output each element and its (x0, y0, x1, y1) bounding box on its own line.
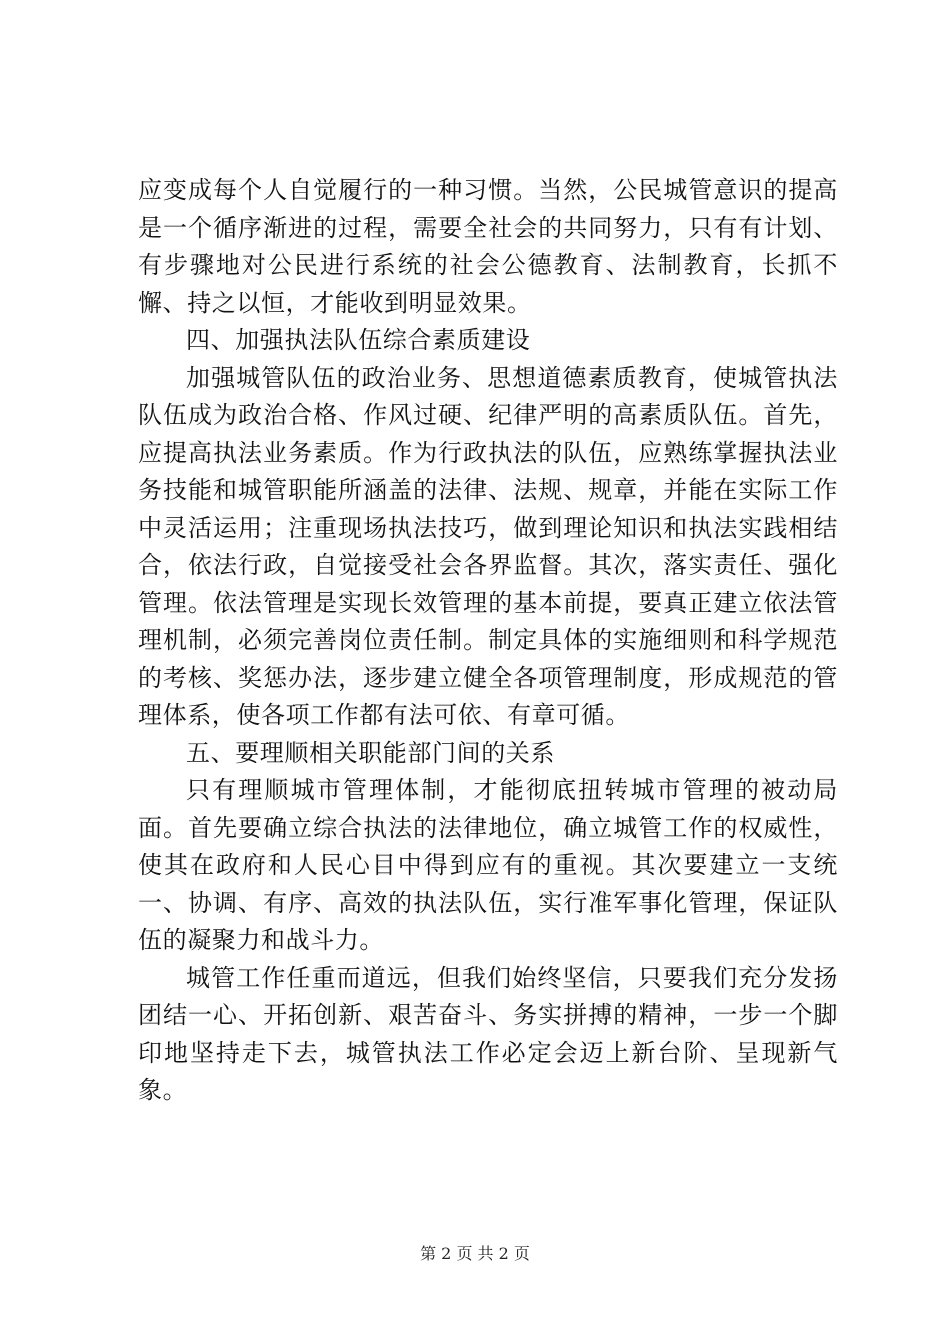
section-heading-four: 四、加强执法队伍综合素质建设 (186, 326, 531, 354)
paragraph-team-quality: 加强城管队伍的政治业务、思想道德素质教育，使城管执法队伍成为政治合格、作风过硬、纪律严明的高素质队伍。首先，应提高执法业务素质。作为行政执法的队伍，应熟练掌握执法业务技能和城管职能所涵盖的法律、法规、规章，并能在实际工作中灵活运用；注重现场执法技巧，做到理论知识和执法实践相结合，依法行政，自觉接受社会各界监督。其次，落实责任、强化管理。依法管理是实现长效管理的基本前提，要真正建立依法管理机制，必须完善岗位责任制。制定具体的实施细则和科学规范的考核、奖惩办法，逐步建立健全各项管理制度，形成规范的管理体系，使各项工作都有法可依、有章可循。 (138, 363, 838, 729)
paragraph-conclusion: 城管工作任重而道远，但我们始终坚信，只要我们充分发扬团结一心、开拓创新、艰苦奋斗、务实拼搏的精神，一步一个脚印地坚持走下去，城管执法工作必定会迈上新台阶、呈现新气象。 (138, 963, 838, 1104)
paragraph-management-system: 只有理顺城市管理体制，才能彻底扭转城市管理的被动局面。首先要确立综合执法的法律地位，确立城管工作的权威性，使其在政府和人民心目中得到应有的重视。其次要建立一支统一、协调、有序、高效的执法队伍，实行准军事化管理，保证队伍的凝聚力和战斗力。 (138, 776, 838, 954)
paragraph-civic-awareness: 应变成每个人自觉履行的一种习惯。当然，公民城管意识的提高是一个循序渐进的过程，需要全社会的共同努力，只有有计划、有步骤地对公民进行系统的社会公德教育、法制教育，长抓不懈、持之以恒，才能收到明显效果。 (138, 176, 838, 317)
section-heading-five: 五、要理顺相关职能部门间的关系 (186, 738, 555, 767)
page-number-footer: 第 2 页 共 2 页 (420, 1244, 530, 1263)
document-body (138, 172, 838, 1110)
